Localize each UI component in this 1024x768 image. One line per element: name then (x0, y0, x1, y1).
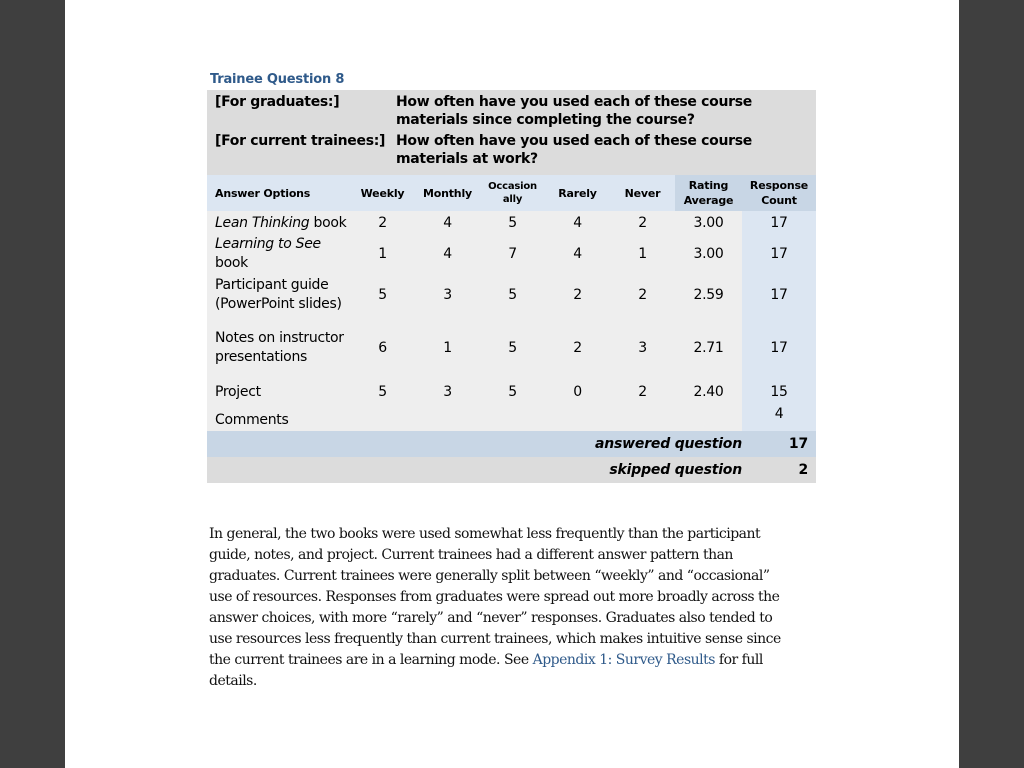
summary-paragraph (209, 524, 789, 692)
question-row-trainees (207, 132, 816, 168)
skipped-question-row (207, 457, 816, 483)
cell-occasionally: 5 (480, 379, 545, 405)
cell-weekly (350, 405, 415, 431)
cell-weekly: 5 (350, 379, 415, 405)
cell-never (610, 405, 675, 431)
answer-option (207, 379, 350, 405)
answer-option (207, 273, 350, 317)
answer-option-title: Learning to See (215, 236, 321, 252)
cell-rarely: 2 (545, 273, 610, 317)
cell-never: 2 (610, 211, 675, 235)
paragraph-text-end: for full details. (209, 652, 763, 689)
answer-option-title: Lean Thinking (215, 214, 310, 231)
question-label: [For graduates:] (215, 94, 340, 110)
answer-option-text (215, 411, 289, 430)
cell-response-count: 15 (742, 379, 816, 405)
paragraph-text: In general, the two books were used somewhat less frequently than the participant guide, notes, and project. Current trainees had a different answer pattern than graduates. Current trainees were generally split between “weekly” and “occasional” use of resources. Responses from graduates were spread out more broadly across the answer choices, with more “rarely” and “never” responses. Graduates also tended to use resources less frequently than current trainees, which makes intuitive sense since the current trainees are in a learning mode. See (209, 526, 781, 668)
header-rarely: Rarely (545, 175, 610, 211)
cell-weekly: 6 (350, 317, 415, 379)
header-rating-average: Rating Average (675, 175, 742, 211)
cell-never: 2 (610, 379, 675, 405)
question-block (207, 90, 816, 175)
table-row (207, 405, 816, 431)
cell-weekly: 5 (350, 273, 415, 317)
answer-option-text (215, 214, 346, 233)
answer-option (207, 235, 350, 273)
answer-option-text (215, 276, 350, 314)
cell-monthly: 4 (415, 235, 480, 273)
cell-monthly: 3 (415, 273, 480, 317)
answer-option (207, 211, 350, 235)
cell-weekly: 1 (350, 235, 415, 273)
cell-occasionally: 5 (480, 317, 545, 379)
cell-rating-average: 3.00 (675, 235, 742, 273)
cell-response-count: 17 (742, 273, 816, 317)
appendix-link[interactable]: Appendix 1: Survey Results (532, 652, 715, 668)
cell-weekly: 2 (350, 211, 415, 235)
cell-never: 3 (610, 317, 675, 379)
answer-option-rest: Project (215, 383, 261, 400)
cell-rarely: 0 (545, 379, 610, 405)
question-text: How often have you used each of these course materials at work? (396, 133, 753, 167)
cell-occasionally: 7 (480, 235, 545, 273)
cell-monthly: 1 (415, 317, 480, 379)
answered-question-row (207, 431, 816, 457)
cell-occasionally: 5 (480, 273, 545, 317)
table-row (207, 379, 816, 405)
answer-option-text (215, 383, 261, 402)
cell-never: 2 (610, 273, 675, 317)
header-never: Never (610, 175, 675, 211)
cell-monthly: 4 (415, 211, 480, 235)
header-answer-options: Answer Options (207, 175, 350, 211)
question-title: Trainee Question 8 (210, 72, 345, 87)
answer-option-rest: Participant guide (PowerPoint slides) (215, 277, 342, 312)
skipped-label: skipped question (609, 462, 742, 478)
skipped-value: 2 (798, 462, 808, 478)
table-row (207, 317, 816, 379)
answer-option-rest: book (215, 255, 248, 271)
header-occasionally: Occasion ally (480, 175, 545, 211)
cell-occasionally: 5 (480, 211, 545, 235)
question-text: How often have you used each of these course materials since completing the course? (396, 94, 753, 128)
survey-table (207, 90, 816, 483)
question-row-graduates (207, 93, 816, 129)
cell-rating-average: 2.71 (675, 317, 742, 379)
table-body (207, 211, 816, 431)
question-label: [For current trainees:] (215, 133, 386, 149)
cell-rarely (545, 405, 610, 431)
cell-response-count: 4 (742, 405, 816, 431)
cell-rarely: 4 (545, 211, 610, 235)
answered-value: 17 (788, 436, 808, 452)
cell-rating-average: 3.00 (675, 211, 742, 235)
answer-option-text (215, 235, 350, 273)
answer-option-rest: book (309, 214, 347, 231)
cell-monthly (415, 405, 480, 431)
cell-rating-average: 2.40 (675, 379, 742, 405)
answer-option (207, 317, 350, 379)
cell-rating-average: 2.59 (675, 273, 742, 317)
cell-response-count: 17 (742, 211, 816, 235)
cell-rarely: 4 (545, 235, 610, 273)
table-row (207, 211, 816, 235)
table-header (207, 175, 816, 211)
header-weekly: Weekly (350, 175, 415, 211)
answer-option-text (215, 329, 350, 367)
cell-rarely: 2 (545, 317, 610, 379)
answer-option (207, 405, 350, 431)
table-row (207, 235, 816, 273)
table-row (207, 273, 816, 317)
header-monthly: Monthly (415, 175, 480, 211)
answer-option-rest: Notes on instructor presentations (215, 330, 344, 365)
answered-label: answered question (595, 436, 742, 452)
cell-rating-average (675, 405, 742, 431)
answer-option-rest: Comments (215, 412, 289, 428)
header-response-count: Response Count (742, 175, 816, 211)
cell-occasionally (480, 405, 545, 431)
cell-monthly: 3 (415, 379, 480, 405)
cell-never: 1 (610, 235, 675, 273)
cell-response-count: 17 (742, 317, 816, 379)
cell-response-count: 17 (742, 235, 816, 273)
